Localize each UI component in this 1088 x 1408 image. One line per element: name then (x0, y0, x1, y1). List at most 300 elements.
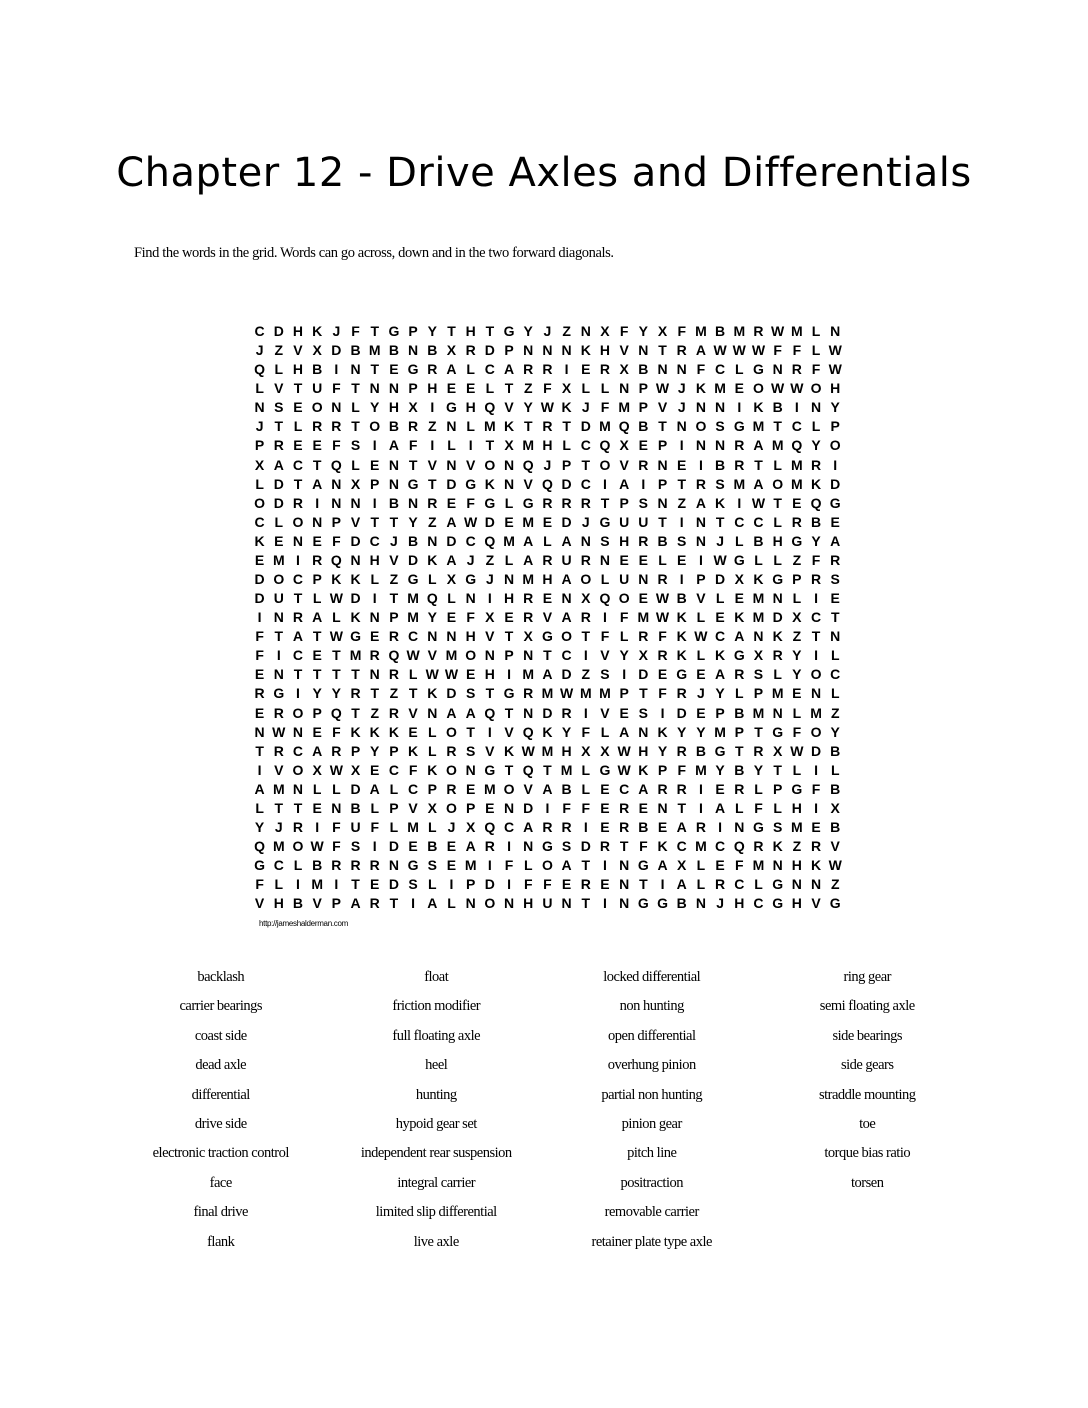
word-list-item: pitch line (627, 1145, 677, 1162)
grid-letter: K (638, 761, 649, 778)
word-column (544, 967, 760, 1261)
grid-letter: G (273, 685, 285, 702)
grid-letter: V (293, 342, 303, 359)
grid-letter: M (752, 609, 765, 626)
grid-letter: F (255, 647, 264, 664)
grid-row (250, 665, 845, 684)
grid-letter: E (370, 628, 380, 645)
grid-letter: D (408, 551, 419, 568)
grid-letter: S (465, 742, 476, 759)
word-list-item: torque bias ratio (824, 1145, 911, 1162)
grid-letter: O (465, 647, 477, 664)
grid-letter: A (465, 838, 476, 855)
grid-letter: X (350, 475, 361, 492)
grid-letter: S (350, 437, 361, 454)
grid-letter: A (292, 628, 304, 645)
grid-letter: G (599, 761, 611, 778)
grid-letter: Y (619, 647, 629, 664)
grid-letter: N (427, 628, 438, 645)
grid-letter: T (504, 704, 514, 721)
grid-letter: M (599, 685, 611, 702)
grid-letter: I (564, 361, 569, 378)
grid-letter: N (484, 647, 495, 664)
grid-row (250, 875, 845, 894)
grid-letter: K (657, 723, 668, 740)
grid-letter: A (753, 475, 764, 492)
grid-letter: T (332, 647, 341, 664)
grid-letter: H (619, 532, 630, 549)
grid-letter: N (561, 342, 572, 359)
grid-letter: J (447, 819, 456, 836)
grid-letter: A (561, 532, 572, 549)
grid-letter: A (273, 456, 284, 473)
grid-letter: I (603, 857, 607, 874)
grid-letter: N (619, 857, 630, 874)
grid-letter: G (407, 475, 419, 492)
grid-letter: E (370, 761, 380, 778)
grid-letter: T (312, 628, 322, 645)
grid-letter: S (408, 876, 418, 893)
grid-letter: Y (254, 819, 265, 836)
grid-letter: X (312, 761, 322, 778)
word-list-item: non hunting (619, 998, 684, 1015)
grid-letter: V (350, 513, 361, 530)
grid-letter: T (293, 799, 303, 816)
grid-letter: M (445, 647, 458, 664)
grid-letter: F (543, 876, 552, 893)
grid-letter: L (696, 876, 706, 893)
grid-letter: X (254, 456, 265, 473)
grid-letter: G (446, 399, 457, 416)
grid-letter: F (677, 761, 686, 778)
grid-letter: R (753, 742, 764, 759)
grid-letter: V (312, 895, 322, 912)
grid-letter: B (312, 361, 323, 378)
grid-letter: T (677, 799, 686, 816)
grid-letter: V (619, 456, 629, 473)
grid-letter: T (773, 418, 782, 435)
grid-letter: Z (389, 685, 399, 702)
grid-letter: G (484, 761, 496, 778)
grid-letter: F (332, 380, 341, 397)
grid-letter: G (484, 494, 496, 511)
grid-letter: R (638, 532, 649, 549)
grid-letter: M (714, 723, 726, 740)
grid-letter: N (580, 323, 591, 339)
grid-letter: N (465, 895, 476, 912)
grid-letter: M (752, 704, 765, 721)
grid-letter: F (504, 857, 514, 874)
word-list-item: friction modifier (392, 998, 481, 1015)
grid-letter: I (603, 895, 607, 912)
grid-letter: E (370, 456, 380, 473)
grid-letter: Q (599, 437, 611, 454)
grid-letter: K (350, 609, 361, 626)
grid-letter: Z (274, 342, 284, 359)
grid-letter: I (468, 437, 473, 454)
grid-letter: Q (484, 399, 496, 416)
grid-letter: L (658, 551, 667, 568)
grid-letter: I (507, 666, 511, 683)
grid-letter: K (753, 399, 764, 416)
grid-letter: B (676, 590, 687, 607)
grid-letter: R (734, 780, 745, 797)
grid-letter: F (370, 819, 379, 836)
grid-letter: L (581, 380, 591, 397)
grid-letter: G (829, 494, 841, 511)
grid-letter: Q (733, 838, 745, 855)
grid-letter: D (638, 666, 649, 683)
grid-letter: T (351, 380, 360, 397)
word-list-item: independent rear suspension (360, 1145, 512, 1162)
grid-letter: N (676, 361, 687, 378)
grid-letter: B (772, 399, 783, 416)
grid-letter: Y (657, 742, 668, 759)
grid-letter: N (772, 590, 783, 607)
grid-letter: X (619, 437, 629, 454)
grid-letter: C (369, 532, 380, 549)
grid-letter: C (292, 456, 304, 473)
grid-letter: O (254, 494, 266, 511)
grid-letter: P (389, 742, 399, 759)
grid-letter: C (254, 513, 265, 530)
grid-letter: R (292, 494, 304, 511)
grid-letter: V (504, 723, 514, 740)
grid-letter: Z (370, 704, 379, 721)
word-list-item: electronic traction control (152, 1145, 289, 1162)
grid-letter: X (753, 647, 764, 664)
grid-letter: I (372, 494, 377, 511)
grid-letter: N (254, 399, 265, 416)
grid-letter: I (698, 780, 703, 797)
grid-letter: M (771, 437, 784, 454)
grid-letter: V (427, 456, 437, 473)
grid-letter: R (331, 857, 342, 874)
grid-letter: H (388, 399, 399, 416)
grid-letter: N (715, 399, 726, 416)
grid-letter: T (773, 494, 782, 511)
word-list-item: overhung pinion (607, 1057, 696, 1074)
grid-letter: A (715, 666, 726, 683)
grid-letter: E (542, 590, 553, 607)
grid-letter: Y (830, 723, 840, 740)
grid-letter: G (254, 857, 266, 874)
grid-letter: G (791, 532, 803, 549)
grid-letter: L (562, 437, 571, 454)
grid-letter: N (350, 494, 361, 511)
grid-letter: G (772, 571, 784, 588)
grid-letter: L (696, 609, 706, 626)
grid-letter: D (273, 323, 284, 339)
grid-letter: N (542, 342, 553, 359)
grid-letter: W (694, 628, 708, 645)
grid-letter: N (619, 876, 630, 893)
grid-letter: X (581, 742, 591, 759)
grid-letter: G (541, 628, 553, 645)
grid-letter: O (446, 723, 457, 740)
grid-letter: M (311, 876, 323, 893)
grid-letter: N (503, 895, 515, 912)
grid-letter: Z (562, 323, 571, 339)
grid-letter: Z (428, 418, 437, 435)
grid-letter: A (523, 551, 534, 568)
grid-letter: M (791, 819, 803, 836)
grid-letter: L (428, 723, 437, 740)
grid-letter: Y (331, 685, 342, 702)
grid-letter: G (407, 571, 419, 588)
grid-letter: C (292, 742, 304, 759)
grid-letter: S (427, 857, 437, 874)
grid-letter: H (542, 437, 553, 454)
grid-letter: I (545, 799, 550, 816)
grid-letter: R (254, 685, 265, 702)
grid-letter: R (638, 628, 649, 645)
grid-letter: V (485, 742, 495, 759)
grid-letter: O (580, 571, 592, 588)
grid-letter: P (465, 876, 476, 893)
grid-letter: F (408, 761, 418, 778)
grid-letter: E (370, 876, 380, 893)
grid-letter: M (752, 418, 765, 435)
grid-letter: T (619, 838, 629, 855)
grid-letter: J (716, 895, 724, 912)
grid-letter: B (810, 513, 822, 530)
grid-letter: M (695, 838, 707, 855)
grid-letter: N (638, 342, 649, 359)
grid-letter: C (715, 361, 726, 378)
grid-letter: N (753, 628, 764, 645)
grid-letter: X (446, 342, 457, 359)
grid-letter: L (830, 685, 840, 702)
grid-letter: E (312, 532, 322, 549)
grid-letter: W (521, 742, 535, 759)
grid-letter: N (503, 456, 515, 473)
grid-letter: E (638, 590, 649, 607)
grid-letter: R (695, 819, 706, 836)
grid-letter: Z (792, 838, 802, 855)
grid-letter: L (830, 647, 840, 664)
grid-letter: O (829, 437, 841, 454)
grid-letter: E (312, 799, 322, 816)
grid-letter: E (677, 551, 687, 568)
grid-letter: I (315, 494, 320, 511)
grid-letter: R (657, 647, 668, 664)
word-list-item: limited slip differential (375, 1204, 497, 1221)
grid-letter: B (638, 418, 649, 435)
grid-letter: F (523, 876, 533, 893)
word-list-item: retainer plate type axle (591, 1233, 712, 1250)
grid-letter: G (791, 780, 803, 797)
grid-letter: A (254, 780, 265, 797)
grid-letter: E (792, 494, 802, 511)
grid-letter: M (618, 399, 630, 416)
grid-letter: N (254, 723, 265, 740)
grid-letter: T (830, 609, 840, 626)
grid-letter: I (257, 609, 262, 626)
grid-letter: N (772, 361, 783, 378)
grid-letter: T (639, 685, 648, 702)
grid-letter: I (487, 590, 492, 607)
grid-letter: J (332, 323, 341, 339)
grid-letter: E (830, 590, 840, 607)
grid-letter: E (312, 647, 322, 664)
grid-letter: F (332, 532, 341, 549)
grid-letter: E (734, 380, 744, 397)
grid-letter: R (619, 819, 630, 836)
grid-letter: S (753, 666, 764, 683)
grid-letter: I (698, 799, 703, 816)
grid-letter: E (254, 704, 265, 721)
grid-letter: L (293, 418, 303, 435)
grid-letter: E (408, 723, 418, 740)
grid-letter: O (273, 571, 285, 588)
grid-letter: A (638, 780, 649, 797)
grid-letter: L (351, 399, 360, 416)
grid-letter: M (579, 685, 592, 702)
grid-letter: A (312, 609, 323, 626)
grid-letter: E (696, 666, 706, 683)
grid-letter: H (542, 571, 553, 588)
grid-letter: P (312, 704, 322, 721)
grid-letter: R (542, 551, 553, 568)
grid-letter: P (389, 609, 399, 626)
grid-letter: D (446, 532, 457, 549)
grid-letter: R (388, 666, 399, 683)
word-list-item: live axle (413, 1233, 459, 1250)
grid-letter: B (676, 895, 687, 912)
grid-letter: C (561, 647, 572, 664)
word-list-item: face (209, 1174, 232, 1191)
grid-letter: N (446, 628, 457, 645)
grid-letter: T (389, 895, 399, 912)
grid-letter: T (370, 361, 379, 378)
grid-letter: Q (810, 494, 822, 511)
grid-letter: L (312, 780, 322, 797)
grid-letter: V (485, 628, 495, 645)
grid-letter: O (541, 857, 553, 874)
grid-letter: P (753, 685, 764, 702)
grid-letter: K (676, 609, 687, 626)
grid-letter: J (543, 456, 552, 473)
grid-letter: J (466, 551, 475, 568)
grid-letter: H (599, 342, 611, 359)
grid-letter: C (465, 532, 476, 549)
grid-letter: K (772, 838, 783, 855)
grid-letter: Q (254, 361, 266, 378)
grid-letter: A (446, 704, 457, 721)
grid-letter: R (388, 704, 399, 721)
grid-letter: R (657, 571, 668, 588)
grid-letter: E (619, 704, 629, 721)
grid-letter: A (676, 876, 687, 893)
grid-letter: F (658, 685, 667, 702)
grid-letter: R (446, 780, 457, 797)
grid-letter: H (465, 399, 476, 416)
grid-letter: I (814, 590, 818, 607)
grid-letter: F (408, 437, 418, 454)
grid-letter: N (561, 895, 572, 912)
grid-letter: J (255, 418, 264, 435)
grid-letter: W (310, 838, 324, 855)
grid-letter: H (503, 590, 515, 607)
grid-letter: R (561, 494, 572, 511)
grid-letter: N (657, 799, 668, 816)
grid-letter: X (581, 590, 591, 607)
grid-letter: R (331, 742, 342, 759)
grid-letter: A (676, 819, 687, 836)
grid-row (250, 761, 845, 780)
grid-letter: F (811, 551, 821, 568)
grid-letter: W (751, 342, 766, 359)
grid-letter: W (713, 342, 727, 359)
grid-row (250, 494, 845, 513)
grid-letter: I (315, 819, 320, 836)
grid-letter: L (735, 361, 744, 378)
grid-letter: W (655, 380, 670, 397)
grid-letter: O (369, 418, 381, 435)
grid-letter: R (542, 361, 553, 378)
grid-letter: F (619, 609, 629, 626)
grid-letter: L (773, 456, 782, 473)
grid-letter: D (561, 666, 572, 683)
grid-letter: P (715, 704, 725, 721)
grid-letter: I (622, 666, 627, 683)
grid-letter: L (696, 857, 706, 874)
grid-letter: T (408, 685, 418, 702)
grid-letter: I (814, 799, 818, 816)
grid-letter: M (560, 761, 573, 778)
grid-letter: E (600, 819, 610, 836)
grid-letter: B (427, 838, 438, 855)
grid-letter: L (754, 876, 763, 893)
grid-letter: I (411, 895, 416, 912)
word-list-item: flank (207, 1233, 235, 1250)
grid-letter: I (660, 876, 665, 893)
grid-letter: R (273, 437, 284, 454)
grid-letter: T (485, 685, 495, 702)
grid-letter: N (350, 361, 361, 378)
grid-letter: O (446, 761, 457, 778)
grid-letter: P (389, 799, 399, 816)
grid-letter: M (272, 838, 285, 855)
grid-letter: L (293, 857, 303, 874)
grid-letter: T (581, 456, 591, 473)
grid-letter: V (274, 380, 284, 397)
grid-letter: M (791, 323, 803, 339)
grid-letter: P (638, 399, 649, 416)
grid-letter: N (638, 571, 649, 588)
grid-letter: D (484, 876, 495, 893)
grid-letter: X (523, 628, 533, 645)
grid-letter: N (599, 551, 611, 568)
grid-letter: L (466, 361, 475, 378)
grid-letter: I (296, 551, 300, 568)
grid-letter: X (465, 819, 476, 836)
grid-letter: G (733, 418, 745, 435)
grid-letter: I (603, 475, 607, 492)
grid-letter: I (372, 437, 377, 454)
grid-letter: G (733, 647, 745, 664)
grid-letter: Z (523, 380, 533, 397)
grid-letter: J (274, 819, 283, 836)
grid-letter: L (312, 590, 322, 607)
grid-letter: M (771, 685, 784, 702)
grid-letter: I (814, 647, 818, 664)
grid-letter: V (504, 399, 514, 416)
grid-row (250, 475, 845, 494)
grid-letter: F (677, 323, 686, 339)
grid-letter: I (814, 761, 818, 778)
